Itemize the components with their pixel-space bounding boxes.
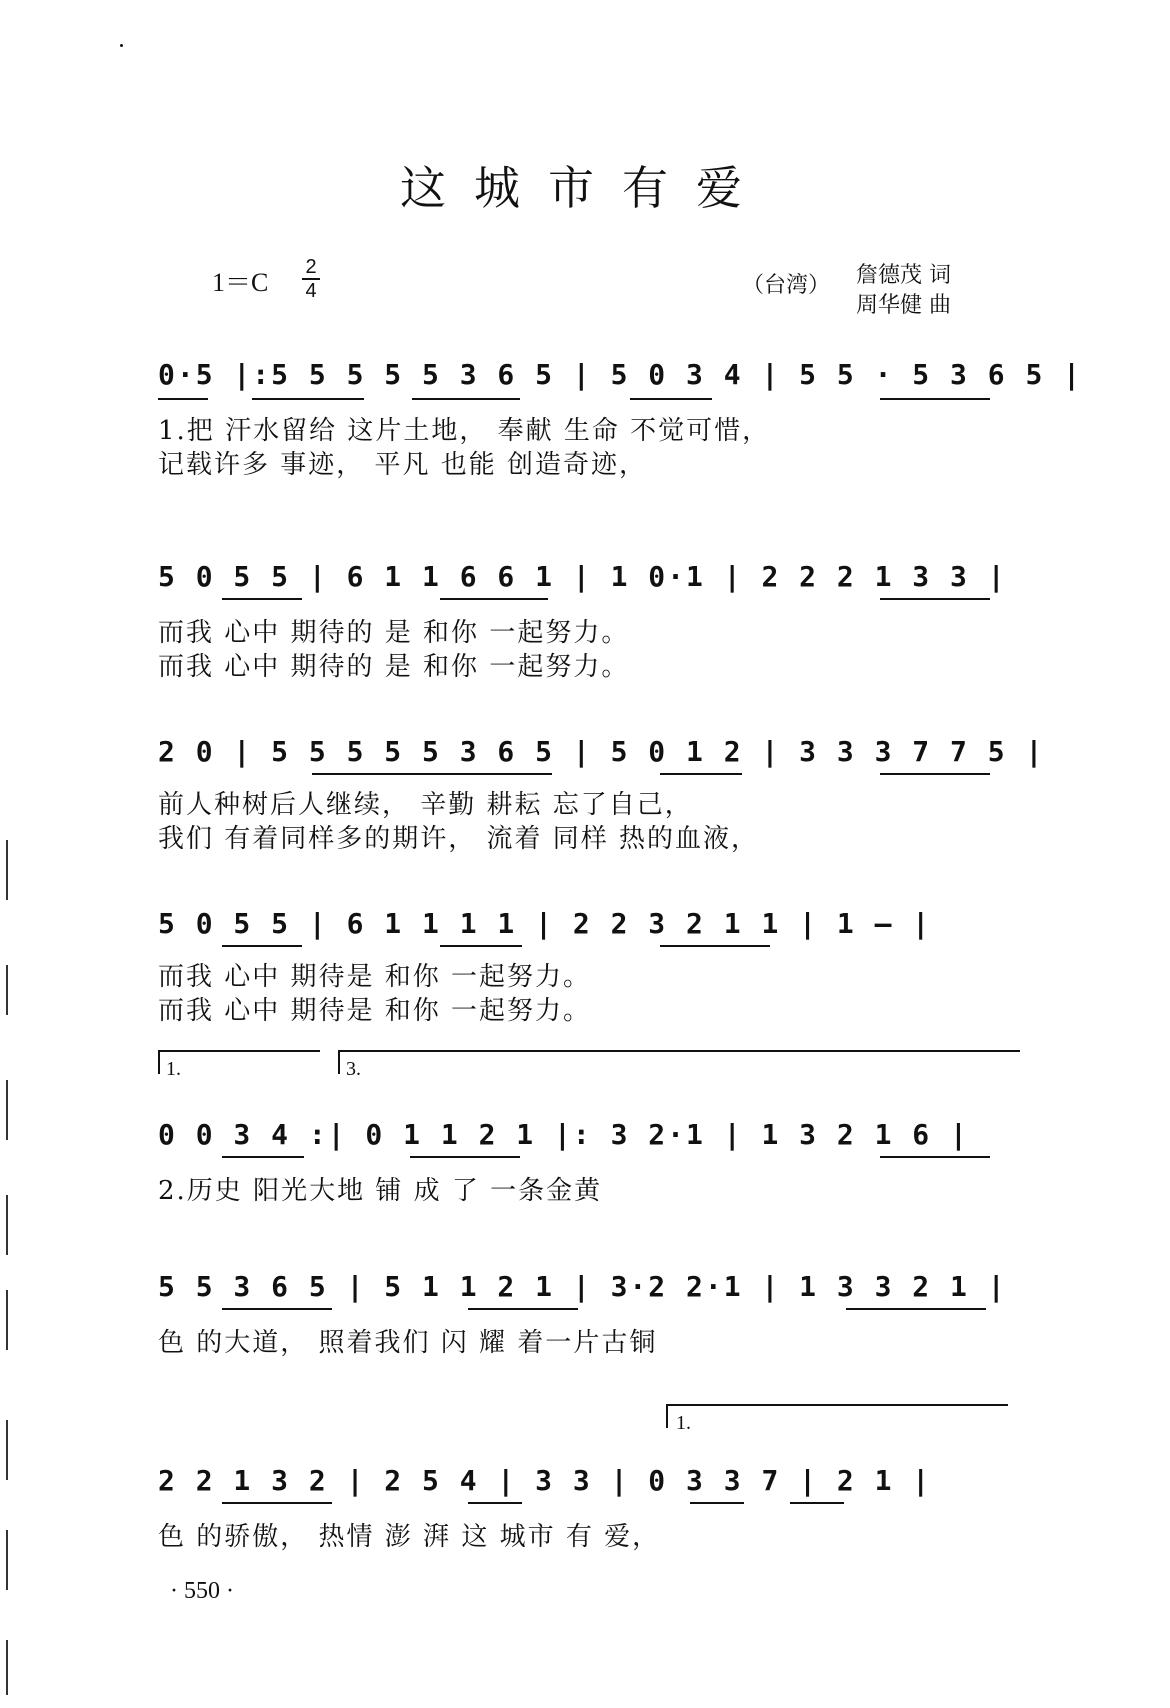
composer-credit: 周华健 曲: [856, 293, 951, 318]
beam: [158, 398, 208, 400]
scan-edge-mark: [6, 1195, 8, 1255]
lyric-line-4b: 而我 心中 期待是 和你 一起努力。: [158, 996, 592, 1026]
scan-edge-mark: [6, 1290, 8, 1350]
notation-line-2: 5 0 5 5 | 6 1 1 6 6 1 | 1 0·1 | 2 2 2 1 3 3 |: [158, 560, 1007, 593]
lyric-line-7: 色 的骄傲， 热情 澎 湃 这 城市 有 爱，: [158, 1522, 661, 1552]
notation-line-3: 2 0 | 5 5 5 5 5 3 6 5 | 5 0 1 2 | 3 3 3 7 7 5 |: [158, 735, 1045, 768]
notation-line-7: 2 2 1 3 2 | 2 5 4 | 3 3 | 0 3 3 7 | 2 1 |: [158, 1464, 932, 1497]
scan-speck: [120, 44, 123, 47]
time-denominator: 4: [305, 280, 317, 302]
lyric-line-3b: 我们 有着同样多的期许， 流着 同样 热的血液，: [158, 824, 760, 854]
page-number: · 550 ·: [170, 1578, 234, 1604]
lyric-line-4a: 而我 心中 期待是 和你 一起努力。: [158, 962, 592, 992]
beam: [222, 1502, 332, 1504]
beam: [222, 1308, 332, 1310]
lyric-line-2b: 而我 心中 期待的 是 和你 一起努力。: [158, 652, 630, 682]
lyric-line-1b: 记载许多 事迹， 平凡 也能 创造奇迹，: [158, 450, 648, 480]
origin-label: （台湾）: [742, 273, 831, 298]
beam: [468, 1308, 578, 1310]
beam: [222, 1156, 304, 1158]
notation-line-5: 0 0 3 4 :| 0 1 1 2 1 |: 3 2·1 | 1 3 2 1 6 |: [158, 1118, 969, 1151]
beam: [660, 773, 742, 775]
first-ending-label: 1.: [166, 1058, 181, 1080]
beam: [312, 773, 552, 775]
beam: [222, 945, 302, 947]
notation-line-4: 5 0 5 5 | 6 1 1 1 1 | 2 2 3 2 1 1 | 1 — |: [158, 907, 932, 940]
last-first-ending-bracket: [666, 1404, 1008, 1428]
beam: [880, 598, 990, 600]
scan-edge-mark: [6, 1640, 8, 1695]
beam: [440, 945, 522, 947]
notation-line-1: 0·5 |:5 5 5 5 5 3 6 5 | 5 0 3 4 | 5 5 · 5 3 6 5 |: [158, 358, 1083, 391]
beam: [252, 398, 364, 400]
beam: [630, 398, 712, 400]
scan-edge-mark: [6, 1420, 8, 1480]
lyric-line-6: 色 的大道， 照着我们 闪 耀 着一片古铜: [158, 1328, 658, 1358]
beam: [880, 1156, 990, 1158]
beam: [222, 598, 302, 600]
lyric-line-5: 2.历史 阳光大地 铺 成 了 一条金黄: [158, 1176, 603, 1206]
third-ending-bracket: [338, 1050, 1020, 1074]
key-signature: 1＝C: [212, 268, 269, 297]
beam: [790, 1502, 844, 1504]
notation-line-6: 5 5 3 6 5 | 5 1 1 2 1 | 3·2 2·1 | 1 3 3 2 1 |: [158, 1270, 1007, 1303]
last-first-ending-label: 1.: [676, 1412, 691, 1434]
beam: [410, 1156, 520, 1158]
beam: [846, 1308, 986, 1310]
beam: [468, 1502, 522, 1504]
song-title: 这城市有爱: [400, 161, 770, 215]
time-numerator: 2: [305, 256, 317, 278]
scan-edge-mark: [6, 1080, 8, 1140]
scan-edge-mark: [6, 965, 8, 1015]
beam: [690, 1502, 744, 1504]
first-ending-bracket: [158, 1050, 320, 1074]
time-signature: [300, 256, 322, 302]
beam: [412, 398, 520, 400]
lyricist-credit: 詹德茂 词: [856, 263, 951, 288]
beam: [880, 398, 990, 400]
beam: [440, 598, 548, 600]
scan-edge-mark: [6, 840, 8, 900]
lyric-line-2a: 而我 心中 期待的 是 和你 一起努力。: [158, 618, 630, 648]
beam: [660, 945, 770, 947]
beam: [880, 773, 990, 775]
third-ending-label: 3.: [346, 1058, 361, 1080]
scan-edge-mark: [6, 1530, 8, 1590]
lyric-line-3a: 前人种树后人继续， 辛勤 耕耘 忘了自己，: [158, 790, 693, 820]
lyric-line-1a: 1.把 汗水留给 这片土地， 奉献 生命 不觉可惜，: [158, 416, 771, 446]
